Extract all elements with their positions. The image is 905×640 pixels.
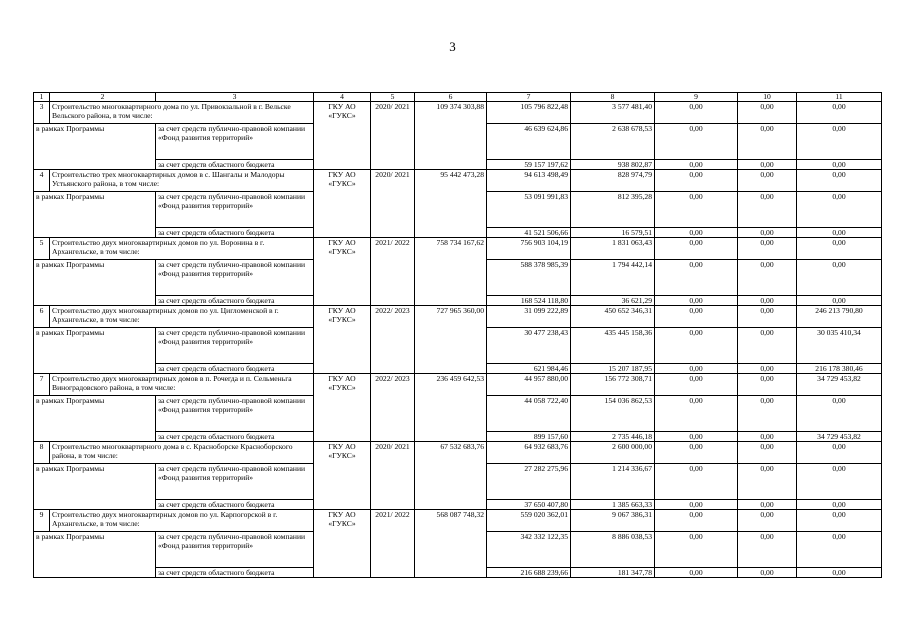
value-cell: 0,00 xyxy=(738,124,797,160)
value-cell: 828 974,79 xyxy=(571,170,655,192)
value-cell: 0,00 xyxy=(738,260,797,296)
value-cell: 0,00 xyxy=(655,160,738,170)
project-title: Строительство многоквартирного дома по ул. Привокзальной в г. Вельске Вельского района, в том числе: xyxy=(50,102,314,124)
regional-label: за счет средств областного бюджета xyxy=(156,432,314,442)
value-cell: 0,00 xyxy=(797,510,882,532)
total-cost: 109 374 303,88 xyxy=(415,102,487,170)
value-cell: 0,00 xyxy=(797,442,882,464)
in-program-label: в рамках Программы xyxy=(34,260,156,306)
value-cell: 435 445 158,36 xyxy=(571,328,655,364)
value-cell: 216 688 239,66 xyxy=(487,568,571,578)
value-cell: 0,00 xyxy=(738,170,797,192)
value-cell: 46 639 624,86 xyxy=(487,124,571,160)
value-cell: 37 650 407,80 xyxy=(487,500,571,510)
fund-label: за счет средств публично-правовой компании «Фонд развития территорий» xyxy=(156,464,314,500)
header-cell: 11 xyxy=(797,93,882,102)
regional-label: за счет средств областного бюджета xyxy=(156,568,314,578)
project-title: Строительство двух многоквартирных домов по ул. Цигломенской в г. Архангельске, в том числе: xyxy=(50,306,314,328)
value-cell: 2 638 678,53 xyxy=(571,124,655,160)
value-cell: 0,00 xyxy=(797,160,882,170)
value-cell: 216 178 380,46 xyxy=(797,364,882,374)
value-cell: 168 524 118,80 xyxy=(487,296,571,306)
years: 2020/ 2021 xyxy=(371,170,415,238)
header-cell: 8 xyxy=(571,93,655,102)
value-cell: 0,00 xyxy=(655,364,738,374)
value-cell: 0,00 xyxy=(655,238,738,260)
value-cell: 8 886 038,53 xyxy=(571,532,655,568)
value-cell: 0,00 xyxy=(738,374,797,396)
value-cell: 0,00 xyxy=(797,568,882,578)
value-cell: 31 099 222,89 xyxy=(487,306,571,328)
value-cell: 3 577 481,40 xyxy=(571,102,655,124)
value-cell: 0,00 xyxy=(797,500,882,510)
project-row xyxy=(34,306,882,328)
value-cell: 1 831 063,43 xyxy=(571,238,655,260)
years: 2020/ 2021 xyxy=(371,442,415,510)
value-cell: 0,00 xyxy=(655,442,738,464)
in-program-label: в рамках Программы xyxy=(34,328,156,374)
years: 2020/ 2021 xyxy=(371,102,415,170)
value-cell: 53 091 991,83 xyxy=(487,192,571,228)
value-cell: 0,00 xyxy=(738,306,797,328)
value-cell: 938 802,87 xyxy=(571,160,655,170)
row-number: 4 xyxy=(34,170,50,192)
value-cell: 0,00 xyxy=(797,260,882,296)
value-cell: 0,00 xyxy=(738,364,797,374)
header-cell: 3 xyxy=(156,93,314,102)
value-cell: 342 332 122,35 xyxy=(487,532,571,568)
value-cell: 0,00 xyxy=(655,396,738,432)
value-cell: 44 058 722,40 xyxy=(487,396,571,432)
value-cell: 15 207 187,95 xyxy=(571,364,655,374)
row-number: 6 xyxy=(34,306,50,328)
value-cell: 756 903 104,19 xyxy=(487,238,571,260)
fund-label: за счет средств публично-правовой компании «Фонд развития территорий» xyxy=(156,328,314,364)
page-number: 3 xyxy=(449,39,456,54)
value-cell: 105 796 822,48 xyxy=(487,102,571,124)
value-cell: 34 729 453,82 xyxy=(797,374,882,396)
years: 2022/ 2023 xyxy=(371,374,415,442)
customer: ГКУ АО «ГУКС» xyxy=(314,238,371,306)
project-title: Строительство двух многоквартирных домов по ул. Воронина в г. Архангельске, в том числе: xyxy=(50,238,314,260)
total-cost: 95 442 473,28 xyxy=(415,170,487,238)
value-cell: 246 213 790,80 xyxy=(797,306,882,328)
value-cell: 0,00 xyxy=(797,238,882,260)
total-cost: 568 087 748,32 xyxy=(415,510,487,578)
customer: ГКУ АО «ГУКС» xyxy=(314,306,371,374)
value-cell: 0,00 xyxy=(655,510,738,532)
value-cell: 0,00 xyxy=(738,500,797,510)
total-cost: 758 734 167,62 xyxy=(415,238,487,306)
value-cell: 0,00 xyxy=(655,296,738,306)
in-program-label: в рамках Программы xyxy=(34,464,156,510)
in-program-label: в рамках Программы xyxy=(34,124,156,170)
fund-label: за счет средств публично-правовой компании «Фонд развития территорий» xyxy=(156,396,314,432)
regional-label: за счет средств областного бюджета xyxy=(156,364,314,374)
customer: ГКУ АО «ГУКС» xyxy=(314,170,371,238)
header-cell: 7 xyxy=(487,93,571,102)
project-title: Строительство двух многоквартирных домов по ул. Карпогорской в г. Архангельске, в том числе: xyxy=(50,510,314,532)
project-row xyxy=(34,374,882,396)
value-cell: 41 521 506,66 xyxy=(487,228,571,238)
value-cell: 0,00 xyxy=(738,396,797,432)
value-cell: 59 157 197,62 xyxy=(487,160,571,170)
value-cell: 1 385 663,33 xyxy=(571,500,655,510)
in-program-label: в рамках Программы xyxy=(34,396,156,442)
value-cell: 0,00 xyxy=(738,532,797,568)
value-cell: 0,00 xyxy=(797,296,882,306)
value-cell: 812 395,28 xyxy=(571,192,655,228)
value-cell: 0,00 xyxy=(738,228,797,238)
header-cell: 6 xyxy=(415,93,487,102)
value-cell: 0,00 xyxy=(738,160,797,170)
row-number: 3 xyxy=(34,102,50,124)
value-cell: 0,00 xyxy=(655,568,738,578)
value-cell: 16 579,51 xyxy=(571,228,655,238)
fund-label: за счет средств публично-правовой компании «Фонд развития территорий» xyxy=(156,192,314,228)
value-cell: 899 157,60 xyxy=(487,432,571,442)
value-cell: 0,00 xyxy=(797,124,882,160)
value-cell: 0,00 xyxy=(797,170,882,192)
years: 2021/ 2022 xyxy=(371,238,415,306)
value-cell: 9 067 386,31 xyxy=(571,510,655,532)
value-cell: 0,00 xyxy=(797,464,882,500)
regional-label: за счет средств областного бюджета xyxy=(156,500,314,510)
value-cell: 0,00 xyxy=(738,238,797,260)
project-title: Строительство трех многоквартирных домов в с. Шангалы и Малодоры Устьянского района, в том числе: xyxy=(50,170,314,192)
value-cell: 0,00 xyxy=(738,102,797,124)
value-cell: 621 984,46 xyxy=(487,364,571,374)
value-cell: 44 957 880,00 xyxy=(487,374,571,396)
value-cell: 64 932 683,76 xyxy=(487,442,571,464)
value-cell: 0,00 xyxy=(655,192,738,228)
value-cell: 0,00 xyxy=(655,432,738,442)
value-cell: 0,00 xyxy=(655,124,738,160)
header-cell: 9 xyxy=(655,93,738,102)
value-cell: 0,00 xyxy=(738,464,797,500)
value-cell: 0,00 xyxy=(655,374,738,396)
value-cell: 0,00 xyxy=(655,500,738,510)
value-cell: 0,00 xyxy=(655,102,738,124)
customer: ГКУ АО «ГУКС» xyxy=(314,442,371,510)
value-cell: 0,00 xyxy=(655,532,738,568)
value-cell: 0,00 xyxy=(738,192,797,228)
header-cell: 5 xyxy=(371,93,415,102)
regional-label: за счет средств областного бюджета xyxy=(156,160,314,170)
total-cost: 67 532 683,76 xyxy=(415,442,487,510)
value-cell: 34 729 453,82 xyxy=(797,432,882,442)
header-row xyxy=(34,93,882,102)
value-cell: 588 378 985,39 xyxy=(487,260,571,296)
fund-label: за счет средств публично-правовой компании «Фонд развития территорий» xyxy=(156,124,314,160)
value-cell: 0,00 xyxy=(738,328,797,364)
budget-table xyxy=(33,92,882,578)
value-cell: 181 347,78 xyxy=(571,568,655,578)
in-program-label: в рамках Программы xyxy=(34,192,156,238)
project-row xyxy=(34,170,882,192)
value-cell: 1 794 442,14 xyxy=(571,260,655,296)
value-cell: 94 613 498,49 xyxy=(487,170,571,192)
customer: ГКУ АО «ГУКС» xyxy=(314,102,371,170)
value-cell: 0,00 xyxy=(797,396,882,432)
customer: ГКУ АО «ГУКС» xyxy=(314,510,371,578)
header-cell: 1 xyxy=(34,93,50,102)
value-cell: 559 020 362,01 xyxy=(487,510,571,532)
project-row xyxy=(34,510,882,532)
header-cell: 10 xyxy=(738,93,797,102)
value-cell: 154 036 862,53 xyxy=(571,396,655,432)
value-cell: 0,00 xyxy=(738,510,797,532)
value-cell: 2 735 446,18 xyxy=(571,432,655,442)
value-cell: 0,00 xyxy=(797,102,882,124)
fund-label: за счет средств публично-правовой компании «Фонд развития территорий» xyxy=(156,260,314,296)
value-cell: 36 621,29 xyxy=(571,296,655,306)
header-cell: 4 xyxy=(314,93,371,102)
row-number: 9 xyxy=(34,510,50,532)
value-cell: 27 282 275,96 xyxy=(487,464,571,500)
value-cell: 0,00 xyxy=(797,532,882,568)
value-cell: 30 035 410,34 xyxy=(797,328,882,364)
project-title: Строительство многоквартирного дома в с. Красноборске Красноборского района, в том числе: xyxy=(50,442,314,464)
value-cell: 156 772 308,71 xyxy=(571,374,655,396)
project-row xyxy=(34,238,882,260)
value-cell: 0,00 xyxy=(797,192,882,228)
project-row xyxy=(34,442,882,464)
project-title: Строительство двух многоквартирных домов в п. Рочегда и п. Сельменьга Виноградовского района, в том числе: xyxy=(50,374,314,396)
value-cell: 0,00 xyxy=(655,228,738,238)
total-cost: 727 965 360,00 xyxy=(415,306,487,374)
years: 2022/ 2023 xyxy=(371,306,415,374)
total-cost: 236 459 642,53 xyxy=(415,374,487,442)
project-row xyxy=(34,102,882,124)
value-cell: 450 652 346,31 xyxy=(571,306,655,328)
row-number: 7 xyxy=(34,374,50,396)
value-cell: 0,00 xyxy=(738,568,797,578)
in-program-label: в рамках Программы xyxy=(34,532,156,578)
value-cell: 0,00 xyxy=(655,260,738,296)
value-cell: 0,00 xyxy=(738,296,797,306)
value-cell: 0,00 xyxy=(655,464,738,500)
value-cell: 0,00 xyxy=(738,432,797,442)
value-cell: 0,00 xyxy=(738,442,797,464)
value-cell: 1 214 336,67 xyxy=(571,464,655,500)
years: 2021/ 2022 xyxy=(371,510,415,578)
value-cell: 2 600 000,00 xyxy=(571,442,655,464)
value-cell: 0,00 xyxy=(655,328,738,364)
value-cell: 30 477 238,43 xyxy=(487,328,571,364)
customer: ГКУ АО «ГУКС» xyxy=(314,374,371,442)
fund-label: за счет средств публично-правовой компании «Фонд развития территорий» xyxy=(156,532,314,568)
value-cell: 0,00 xyxy=(655,306,738,328)
regional-label: за счет средств областного бюджета xyxy=(156,228,314,238)
regional-label: за счет средств областного бюджета xyxy=(156,296,314,306)
row-number: 5 xyxy=(34,238,50,260)
header-cell: 2 xyxy=(50,93,156,102)
value-cell: 0,00 xyxy=(655,170,738,192)
value-cell: 0,00 xyxy=(797,228,882,238)
row-number: 8 xyxy=(34,442,50,464)
